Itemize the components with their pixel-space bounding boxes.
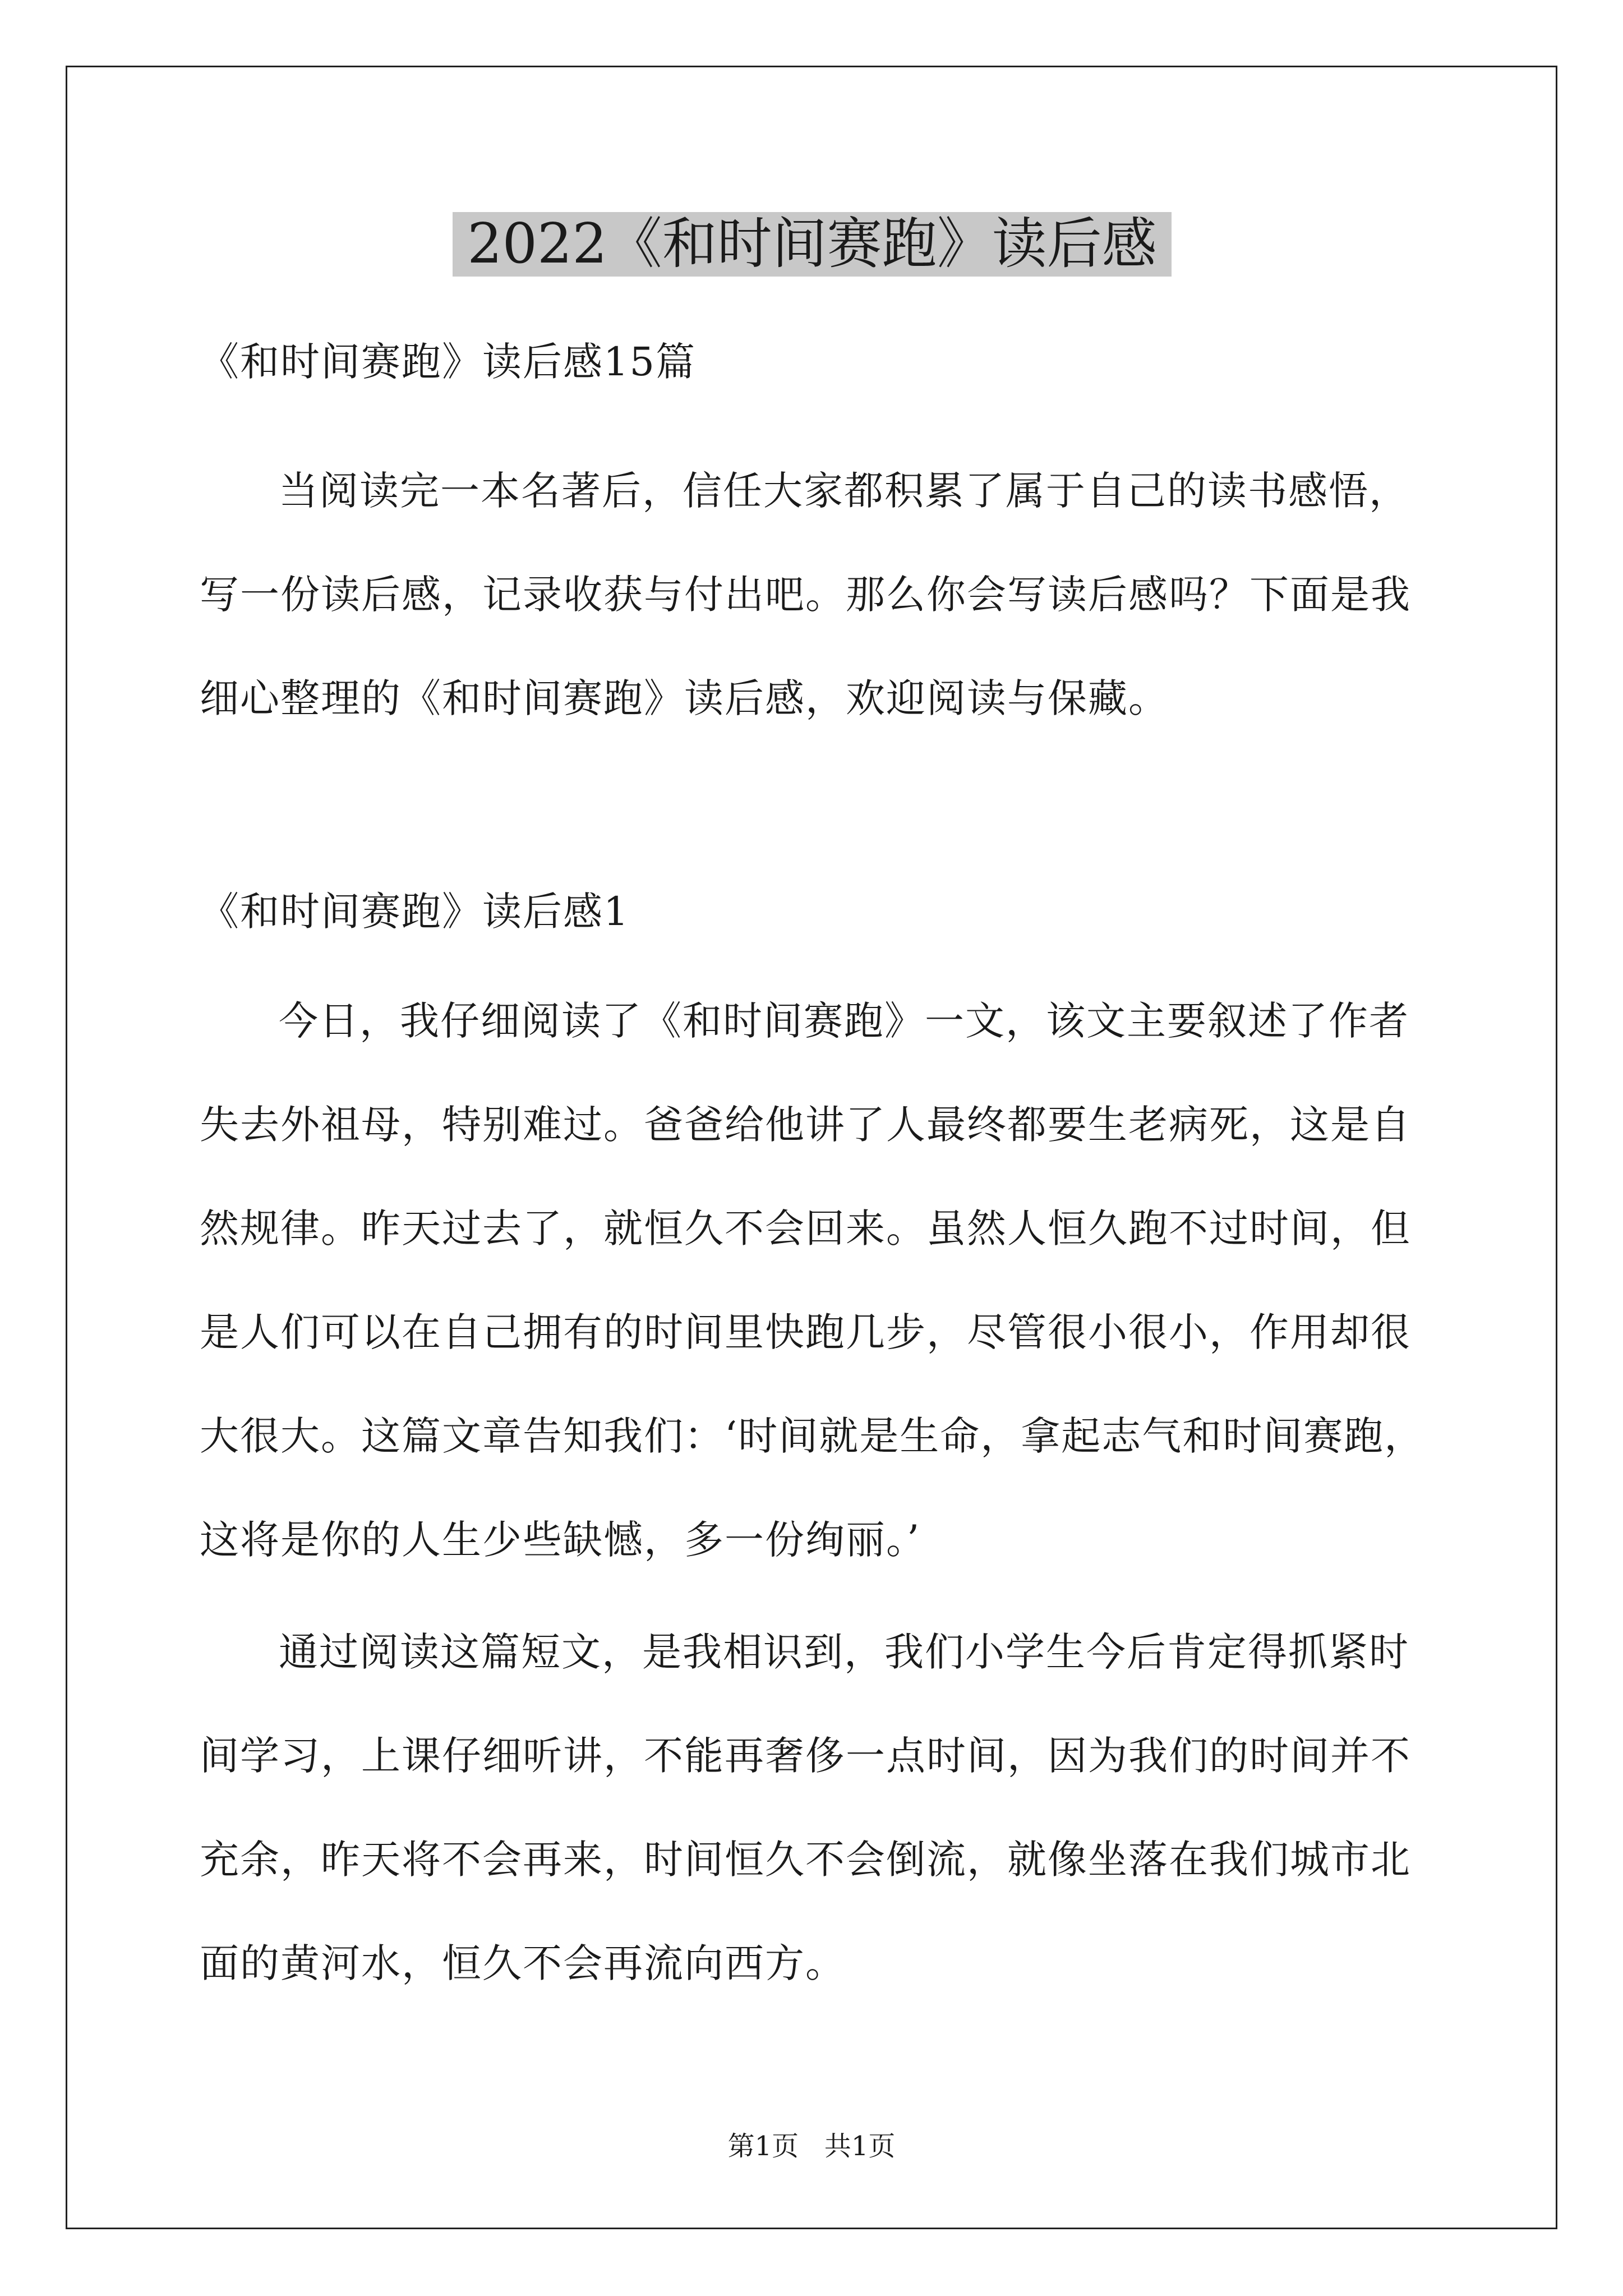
paragraph1-line-4: 是人们可以在自己拥有的时间里快跑几步，尽管很小很小，作用却很 xyxy=(200,1309,1411,1355)
section-heading: 《和时间赛跑》读后感1 xyxy=(200,889,630,935)
paragraph1-line-3: 然规律。昨天过去了，就恒久不会回来。虽然人恒久跑不过时间，但 xyxy=(200,1205,1411,1251)
intro-line-3: 细心整理的《和时间赛跑》读后感，欢迎阅读与保藏。 xyxy=(200,675,1169,721)
document-subtitle: 《和时间赛跑》读后感15篇 xyxy=(200,339,697,385)
intro-line-2: 写一份读后感，记录收获与付出吧。那么你会写读后感吗？下面是我 xyxy=(200,572,1411,618)
paragraph2-line-3: 充余，昨天将不会再来，时间恒久不会倒流，就像坐落在我们城市北 xyxy=(200,1837,1411,1883)
paragraph1-line-2: 失去外祖母，特别难过。爸爸给他讲了人最终都要生老病死，这是自 xyxy=(200,1102,1411,1148)
paragraph1-line-1: 今日，我仔细阅读了《和时间赛跑》一文，该文主要叙述了作者 xyxy=(279,998,1409,1044)
paragraph1-line-5: 大很大。这篇文章告知我们：‘时间就是生命，拿起志气和时间赛跑， xyxy=(200,1413,1425,1459)
paragraph2-line-2: 间学习，上课仔细听讲，不能再奢侈一点时间，因为我们的时间并不 xyxy=(200,1733,1411,1779)
document-title: 2022《和时间赛跑》读后感 xyxy=(453,212,1172,277)
paragraph1-line-6: 这将是你的人生少些缺憾，多一份绚丽。’ xyxy=(200,1517,921,1563)
intro-line-1: 当阅读完一本名著后，信任大家都积累了属于自己的读书感悟， xyxy=(279,468,1409,514)
paragraph2-line-1: 通过阅读这篇短文，是我相识到，我们小学生今后肯定得抓紧时 xyxy=(279,1629,1409,1675)
page-footer: 第1页 共1页 xyxy=(727,2131,896,2162)
paragraph2-line-4: 面的黄河水，恒久不会再流向西方。 xyxy=(200,1940,846,1986)
